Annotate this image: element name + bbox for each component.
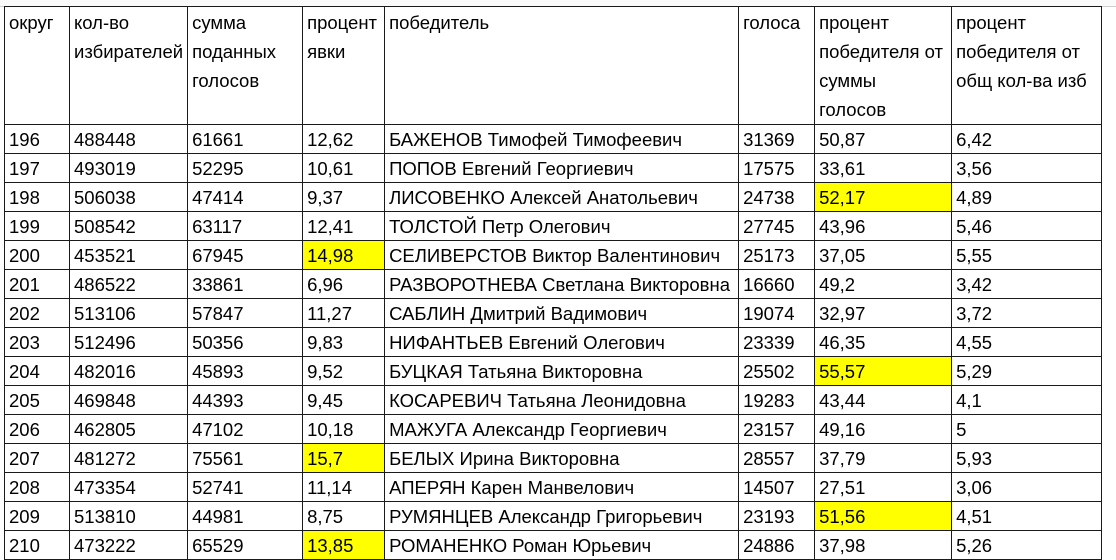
cell-votes[interactable]: 17575 [739, 154, 815, 183]
cell-winner[interactable]: ЛИСОВЕНКО Алексей Анатольевич [385, 183, 739, 212]
cell-winner-pct-cast[interactable]: 37,79 [815, 444, 952, 473]
cell-winner-pct-total[interactable]: 5 [952, 415, 1102, 444]
cell-votes[interactable]: 19283 [739, 386, 815, 415]
cell-okrug[interactable]: 204 [5, 357, 70, 386]
cell-winner-pct-cast[interactable]: 37,05 [815, 241, 952, 270]
cell-votes[interactable]: 23157 [739, 415, 815, 444]
cell-winner[interactable]: РОМАНЕНКО Роман Юрьевич [385, 531, 739, 560]
cell-winner[interactable]: БЕЛЫХ Ирина Викторовна [385, 444, 739, 473]
cell-votes[interactable]: 27745 [739, 212, 815, 241]
cell-winner-pct-cast[interactable]: 50,87 [815, 125, 952, 154]
cell-votes-cast[interactable]: 47414 [188, 183, 303, 212]
cell-winner-pct-cast[interactable]: 27,51 [815, 473, 952, 502]
cell-votes-cast[interactable]: 44981 [188, 502, 303, 531]
cell-voters[interactable]: 508542 [70, 212, 188, 241]
cell-votes[interactable]: 14507 [739, 473, 815, 502]
cell-turnout[interactable]: 11,27 [303, 299, 385, 328]
table-row [5, 386, 1102, 415]
header-votes-cast[interactable]: сумма поданных голосов [188, 7, 303, 125]
cell-okrug[interactable]: 196 [5, 125, 70, 154]
cell-voters[interactable]: 486522 [70, 270, 188, 299]
table-row [5, 531, 1102, 560]
cell-turnout[interactable]: 6,96 [303, 270, 385, 299]
cell-turnout[interactable]: 10,61 [303, 154, 385, 183]
cell-voters[interactable]: 482016 [70, 357, 188, 386]
cell-votes-cast[interactable]: 50356 [188, 328, 303, 357]
cell-voters[interactable]: 493019 [70, 154, 188, 183]
cell-winner-pct-total[interactable]: 3,56 [952, 154, 1102, 183]
cell-winner-pct-cast[interactable]: 43,96 [815, 212, 952, 241]
table-row [5, 183, 1102, 212]
header-winner-pct-total[interactable]: процент победителя от общ кол-ва изб [952, 7, 1102, 125]
cell-voters[interactable]: 513106 [70, 299, 188, 328]
cell-turnout[interactable]: 8,75 [303, 502, 385, 531]
cell-votes-cast[interactable]: 75561 [188, 444, 303, 473]
cell-winner-pct-cast[interactable]: 33,61 [815, 154, 952, 183]
table-row [5, 241, 1102, 270]
cell-okrug[interactable]: 197 [5, 154, 70, 183]
cell-votes-cast[interactable]: 33861 [188, 270, 303, 299]
cell-votes[interactable]: 28557 [739, 444, 815, 473]
cell-turnout[interactable]: 9,45 [303, 386, 385, 415]
cell-winner-pct-cast[interactable]: 49,2 [815, 270, 952, 299]
election-results-table [4, 6, 1102, 560]
cell-okrug[interactable]: 207 [5, 444, 70, 473]
cell-turnout[interactable]: 11,14 [303, 473, 385, 502]
header-okrug[interactable]: округ [5, 7, 70, 125]
cell-winner-pct-total[interactable]: 5,55 [952, 241, 1102, 270]
cell-turnout[interactable]: 14,98 [303, 241, 385, 270]
cell-winner-pct-cast[interactable]: 32,97 [815, 299, 952, 328]
cell-voters[interactable]: 513810 [70, 502, 188, 531]
cell-okrug[interactable]: 202 [5, 299, 70, 328]
cell-votes[interactable]: 31369 [739, 125, 815, 154]
header-voters[interactable]: кол-во избирателей [70, 7, 188, 125]
table-row [5, 328, 1102, 357]
cell-votes-cast[interactable]: 61661 [188, 125, 303, 154]
cell-winner-pct-cast[interactable]: 37,98 [815, 531, 952, 560]
cell-turnout[interactable]: 9,83 [303, 328, 385, 357]
header-winner-pct-cast[interactable]: процент победителя от суммы голосов [815, 7, 952, 125]
cell-winner-pct-total[interactable]: 4,1 [952, 386, 1102, 415]
cell-votes-cast[interactable]: 52741 [188, 473, 303, 502]
cell-votes-cast[interactable]: 52295 [188, 154, 303, 183]
cell-winner[interactable]: ТОЛСТОЙ Петр Олегович [385, 212, 739, 241]
cell-voters[interactable]: 512496 [70, 328, 188, 357]
cell-okrug[interactable]: 209 [5, 502, 70, 531]
cell-winner-pct-total[interactable]: 5,93 [952, 444, 1102, 473]
cell-voters[interactable]: 473354 [70, 473, 188, 502]
cell-winner-pct-total[interactable]: 3,42 [952, 270, 1102, 299]
cell-okrug[interactable]: 199 [5, 212, 70, 241]
cell-votes[interactable]: 25173 [739, 241, 815, 270]
header-row [5, 7, 1102, 125]
table-row [5, 125, 1102, 154]
cell-winner[interactable]: ПОПОВ Евгений Георгиевич [385, 154, 739, 183]
cell-okrug[interactable]: 205 [5, 386, 70, 415]
cell-votes-cast[interactable]: 63117 [188, 212, 303, 241]
cell-votes[interactable]: 19074 [739, 299, 815, 328]
cell-winner[interactable]: РАЗВОРОТНЕВА Светлана Викторовна [385, 270, 739, 299]
cell-winner-pct-cast[interactable]: 49,16 [815, 415, 952, 444]
cell-voters[interactable]: 481272 [70, 444, 188, 473]
cell-winner-pct-total[interactable]: 5,29 [952, 357, 1102, 386]
table-row [5, 415, 1102, 444]
table-row [5, 270, 1102, 299]
table-row [5, 154, 1102, 183]
table-row [5, 212, 1102, 241]
cell-okrug[interactable]: 198 [5, 183, 70, 212]
cell-winner-pct-total[interactable]: 3,06 [952, 473, 1102, 502]
table-row [5, 299, 1102, 328]
cell-okrug[interactable]: 203 [5, 328, 70, 357]
header-winner[interactable]: победитель [385, 7, 739, 125]
cell-voters[interactable]: 473222 [70, 531, 188, 560]
cell-winner-pct-cast[interactable]: 52,17 [815, 183, 952, 212]
cell-winner-pct-total[interactable]: 6,42 [952, 125, 1102, 154]
table-row [5, 473, 1102, 502]
cell-turnout[interactable]: 9,52 [303, 357, 385, 386]
table-row [5, 502, 1102, 531]
cell-winner-pct-total[interactable]: 5,26 [952, 531, 1102, 560]
cell-winner[interactable]: НИФАНТЬЕВ Евгений Олегович [385, 328, 739, 357]
cell-votes-cast[interactable]: 57847 [188, 299, 303, 328]
cell-voters[interactable]: 506038 [70, 183, 188, 212]
cell-winner-pct-cast[interactable]: 43,44 [815, 386, 952, 415]
cell-votes[interactable]: 25502 [739, 357, 815, 386]
cell-winner[interactable]: РУМЯНЦЕВ Александр Григорьевич [385, 502, 739, 531]
cell-winner[interactable]: САБЛИН Дмитрий Вадимович [385, 299, 739, 328]
cell-votes[interactable]: 16660 [739, 270, 815, 299]
cell-winner[interactable]: БУЦКАЯ Татьяна Викторовна [385, 357, 739, 386]
cell-winner-pct-total[interactable]: 4,55 [952, 328, 1102, 357]
cell-winner-pct-total[interactable]: 4,89 [952, 183, 1102, 212]
cell-turnout[interactable]: 9,37 [303, 183, 385, 212]
cell-turnout[interactable]: 12,62 [303, 125, 385, 154]
cell-okrug[interactable]: 201 [5, 270, 70, 299]
cell-winner[interactable]: СЕЛИВЕРСТОВ Виктор Валентинович [385, 241, 739, 270]
cell-okrug[interactable]: 200 [5, 241, 70, 270]
cell-votes-cast[interactable]: 45893 [188, 357, 303, 386]
cell-votes[interactable]: 23339 [739, 328, 815, 357]
cell-winner-pct-total[interactable]: 3,72 [952, 299, 1102, 328]
cell-turnout[interactable]: 15,7 [303, 444, 385, 473]
cell-voters[interactable]: 453521 [70, 241, 188, 270]
cell-voters[interactable]: 462805 [70, 415, 188, 444]
cell-voters[interactable]: 488448 [70, 125, 188, 154]
cell-votes[interactable]: 23193 [739, 502, 815, 531]
table-row [5, 357, 1102, 386]
cell-votes-cast[interactable]: 44393 [188, 386, 303, 415]
cell-votes-cast[interactable]: 65529 [188, 531, 303, 560]
cell-winner[interactable]: АПЕРЯН Карен Манвелович [385, 473, 739, 502]
cell-winner[interactable]: МАЖУГА Александр Георгиевич [385, 415, 739, 444]
cell-votes-cast[interactable]: 47102 [188, 415, 303, 444]
header-turnout[interactable]: процент явки [303, 7, 385, 125]
cell-winner-pct-cast[interactable]: 51,56 [815, 502, 952, 531]
cell-winner-pct-total[interactable]: 5,46 [952, 212, 1102, 241]
cell-turnout[interactable]: 12,41 [303, 212, 385, 241]
cell-voters[interactable]: 469848 [70, 386, 188, 415]
cell-turnout[interactable]: 10,18 [303, 415, 385, 444]
cell-votes-cast[interactable]: 67945 [188, 241, 303, 270]
cell-winner-pct-cast[interactable]: 55,57 [815, 357, 952, 386]
cell-turnout[interactable]: 13,85 [303, 531, 385, 560]
cell-winner[interactable]: БАЖЕНОВ Тимофей Тимофеевич [385, 125, 739, 154]
cell-votes[interactable]: 24886 [739, 531, 815, 560]
cell-okrug[interactable]: 208 [5, 473, 70, 502]
cell-winner-pct-total[interactable]: 4,51 [952, 502, 1102, 531]
cell-okrug[interactable]: 210 [5, 531, 70, 560]
table-row [5, 444, 1102, 473]
cell-okrug[interactable]: 206 [5, 415, 70, 444]
cell-winner[interactable]: КОСАРЕВИЧ Татьяна Леонидовна [385, 386, 739, 415]
cell-winner-pct-cast[interactable]: 46,35 [815, 328, 952, 357]
cell-votes[interactable]: 24738 [739, 183, 815, 212]
header-votes[interactable]: голоса [739, 7, 815, 125]
